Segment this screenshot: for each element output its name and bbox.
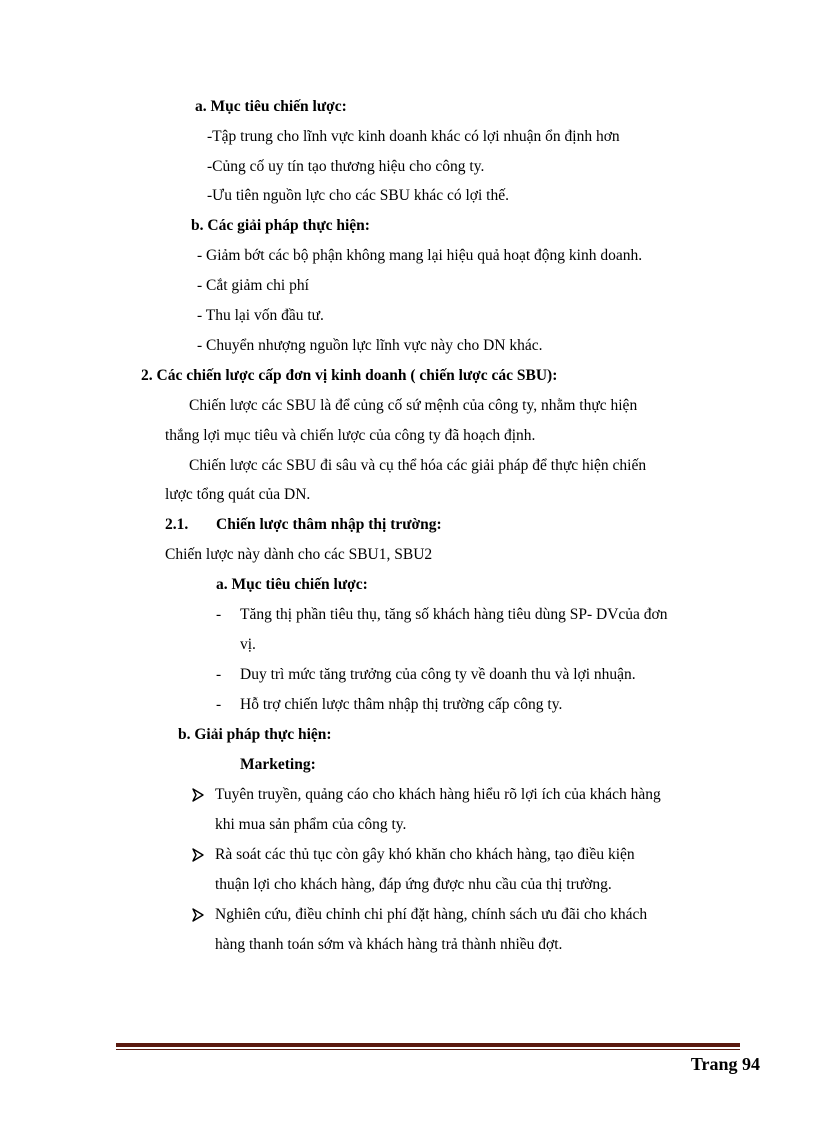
paragraph-line: lược tổng quát của DN. <box>165 486 311 503</box>
list-item: - Cắt giảm chi phí <box>197 277 309 294</box>
arrow-bullet-icon <box>191 908 205 922</box>
list-item: -Củng cố uy tín tạo thương hiệu cho công ty. <box>207 158 485 175</box>
dash: - <box>216 606 222 623</box>
arrow-bullet-icon <box>191 788 205 802</box>
bullet-line: khi mua sản phẩm của công ty. <box>215 816 407 833</box>
list-item: - Giảm bớt các bộ phận không mang lại hiệu quả hoạt động kinh doanh. <box>197 247 643 264</box>
list-item: -Ưu tiên nguồn lực cho các SBU khác có lợi thế. <box>207 187 509 204</box>
list-item: Hỗ trợ chiến lược thâm nhập thị trường cấp công ty. <box>240 696 563 713</box>
bullet-line: thuận lợi cho khách hàng, đáp ứng được nhu cầu của thị trường. <box>215 876 612 893</box>
dash: - <box>216 666 222 683</box>
heading-muc-tieu-chien-luoc-2: a. Mục tiêu chiến lược: <box>216 576 368 593</box>
bullet-line: Rà soát các thủ tục còn gây khó khăn cho khách hàng, tạo điều kiện <box>215 846 635 863</box>
paragraph-line: thắng lợi mục tiêu và chiến lược của công ty đã hoạch định. <box>165 427 536 444</box>
heading-giai-phap-thuc-hien-2: b. Giải pháp thực hiện: <box>178 726 332 743</box>
footer-rule <box>116 1043 740 1047</box>
bullet-line: Tuyên truyền, quảng cáo cho khách hàng hiểu rõ lợi ích của khách hàng <box>215 786 661 803</box>
heading-giai-phap-thuc-hien: b. Các giải pháp thực hiện: <box>191 217 370 234</box>
paragraph-line: Chiến lược các SBU đi sâu và cụ thể hóa các giải pháp để thực hiện chiến <box>189 457 647 474</box>
heading-section-2: 2. Các chiến lược cấp đơn vị kinh doanh ( chiến lược các SBU): <box>141 367 558 384</box>
bullet-line: hàng thanh toán sớm và khách hàng trả thành nhiều đợt. <box>215 936 563 953</box>
list-item: vị. <box>240 636 256 653</box>
footer-rule-thin <box>116 1049 740 1050</box>
heading-muc-tieu-chien-luoc: a. Mục tiêu chiến lược: <box>195 98 347 115</box>
list-item: - Thu lại vốn đầu tư. <box>197 307 324 324</box>
dash: - <box>216 696 222 713</box>
list-item: Duy trì mức tăng trưởng của công ty về doanh thu và lợi nhuận. <box>240 666 636 683</box>
list-item: -Tập trung cho lĩnh vực kinh doanh khác có lợi nhuận ổn định hơn <box>207 128 620 145</box>
intro-line: Chiến lược này dành cho các SBU1, SBU2 <box>165 546 433 563</box>
heading-section-2-1: Chiến lược thâm nhập thị trường: <box>216 516 442 533</box>
bullet-line: Nghiên cứu, điều chỉnh chi phí đặt hàng, chính sách ưu đãi cho khách <box>215 906 648 923</box>
arrow-bullet-icon <box>191 848 205 862</box>
section-number: 2.1. <box>165 516 189 533</box>
list-item: Tăng thị phần tiêu thụ, tăng số khách hàng tiêu dùng SP- DVcủa đơn <box>240 606 668 623</box>
list-item: - Chuyển nhượng nguồn lực lĩnh vực này cho DN khác. <box>197 337 543 354</box>
paragraph-line: Chiến lược các SBU là để củng cố sứ mệnh của công ty, nhằm thực hiện <box>189 397 638 414</box>
page-number: Trang 94 <box>690 1054 760 1074</box>
heading-marketing: Marketing: <box>240 756 316 773</box>
